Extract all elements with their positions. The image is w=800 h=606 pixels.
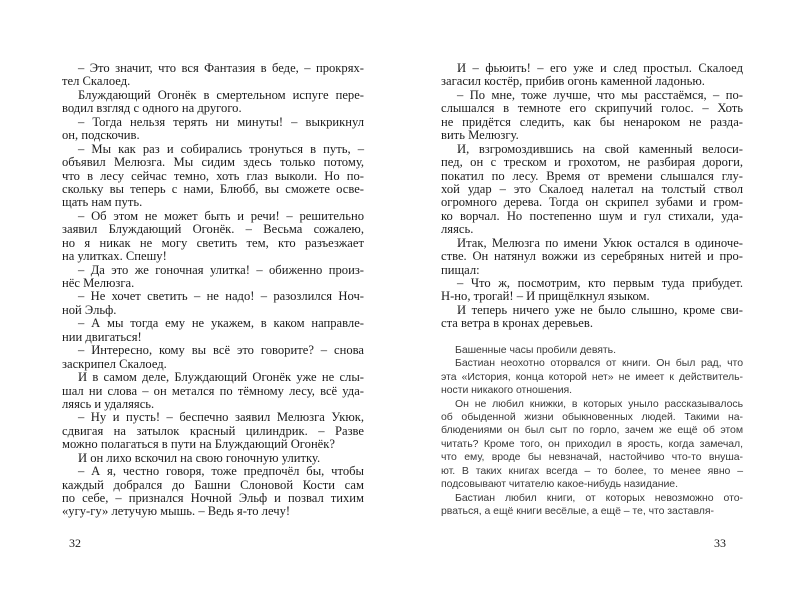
text-line: И теперь ничего уже не было слышно, кроме сви-: [457, 302, 743, 317]
page-text: [62, 62, 364, 519]
text-line: И, взгромоздившись на свой каменный велоси-: [457, 141, 743, 156]
text-line: И – фьюить! – его уже и след простыл. Скалоед: [457, 61, 743, 75]
text-line: – Тогда нельзя терять ни минуты! – выкрикнул: [78, 114, 364, 129]
text-line: слышался в темноте его скрипучий голос. – Хоть: [441, 101, 743, 116]
text-line: огромного дерева. Тогда он скрипел зубами и гром-: [441, 195, 743, 210]
text-line: подсовывают читателю какое-нибудь назидание.: [441, 478, 678, 491]
text-line: ляясь.: [441, 222, 474, 237]
text-line: заскрипел Скалоед.: [62, 356, 167, 371]
text-line: на улитках. Спешу!: [62, 249, 167, 264]
text-line: шал ни слова – он метался по тёмному лесу, всё уда-: [62, 383, 364, 398]
text-line: ности никакого отношения.: [441, 384, 573, 397]
text-line: хой удар – это Скалоед налетал на толстый ствол: [441, 181, 743, 196]
text-line: сдвигая на затылок красный цилиндрик. – Разве: [62, 423, 364, 438]
text-line: эта «История, конца которой нет» не имеет к действитель-: [441, 370, 743, 383]
text-line: покатил по лесу. Время от времени слышался глу-: [441, 168, 743, 183]
text-line: Блуждающий Огонёк в смертельном испуге пере-: [78, 87, 364, 102]
text-line: ляясь и удаляясь.: [62, 396, 155, 411]
text-line: нёс Мелюзга.: [62, 276, 135, 290]
text-section-serif: [441, 62, 743, 331]
text-line: – Не хочет светить – не надо! – разозлился Ноч-: [78, 289, 364, 304]
text-line: блюдениями он был сыт по горло, зачем же ещё об этом: [441, 424, 743, 437]
text-line: об обыденной жизни обыкновенных людей. Такими на-: [441, 410, 743, 423]
text-line: по себе, – признался Ночной Эльф и позвал тихим: [62, 491, 364, 505]
text-line: пед, он с треском и грохотом, не разбирая дороги,: [441, 155, 743, 170]
text-line: – А мы тогда ему не укажем, в каком направле-: [78, 316, 364, 331]
text-line: ко ворчал. Но постепенно шум и гул стихали, уда-: [441, 208, 743, 223]
text-line: «угу-гу» летучую мышь. – Ведь я-то лечу!: [62, 504, 291, 519]
text-line: заявил Блуждающий Огонёк. – Весьма сожалею,: [62, 222, 364, 237]
text-line: вить Мелюзгу.: [441, 128, 519, 143]
page-text: [441, 62, 743, 518]
text-line: читать? Кроме того, он приходил в ярость, когда замечал,: [441, 437, 743, 450]
page-number-right: 33: [714, 536, 726, 550]
text-line: стве. Он натянул вожжи из серебряных нитей и про-: [441, 249, 743, 264]
text-line: – Мы как раз и собирались тронуться в путь, –: [78, 141, 364, 156]
text-section-sans: [441, 344, 743, 519]
text-line: И в самом деле, Блуждающий Огонёк уже не слы-: [78, 370, 364, 385]
text-line: щать нам путь.: [62, 195, 143, 210]
text-line: – Интересно, кому вы всё это говорите? – снова: [78, 343, 364, 358]
text-line: Бастиан любил книги, от которых невозможно ото-: [455, 491, 743, 504]
text-line: – Это значит, что вся Фантазия в беде, – прокрях-: [78, 61, 364, 75]
text-line: тел Скалоед.: [62, 74, 131, 89]
text-line: И он лихо вскочил на свою гоночную улитку.: [78, 450, 321, 465]
text-line: ют. В таких книгах всегда – то более, то менее явно –: [441, 464, 743, 477]
page-number-left: 32: [69, 536, 81, 550]
text-line: Итак, Мелюзга по имени Укюк остался в одиноче-: [457, 235, 743, 250]
text-line: загасил костёр, прибив огонь каменной ладонью.: [441, 74, 705, 89]
text-line: – Да это же гоночная улитка! – обиженно произ-: [78, 262, 364, 277]
text-line: – По мне, тоже лучше, что мы расстаёмся, – по-: [457, 87, 743, 102]
text-line: но я никак не могу светить тем, кто разъезжает: [62, 235, 364, 250]
text-line: водил взгляд с одного на другого.: [62, 101, 242, 116]
text-line: он, подскочив.: [62, 128, 140, 143]
text-line: можно полагаться в пути на Блуждающий Огонёк?: [62, 437, 335, 452]
text-line: что ему, вроде бы невзначай, настойчиво что-то внуша-: [441, 451, 743, 464]
text-line: нии двигаться!: [62, 329, 142, 344]
text-section-serif: [62, 62, 364, 519]
text-line: Бастиан неохотно оторвался от книги. Он был рад, что: [455, 357, 743, 370]
page-left: [62, 62, 364, 519]
text-line: каждый добрался до Башни Слоновой Кости сам: [62, 477, 364, 492]
text-line: пищал:: [441, 262, 480, 277]
text-line: Н-но, трогай! – И прищёлкнул языком.: [441, 289, 650, 304]
text-line: Башенные часы пробили девять.: [455, 343, 616, 356]
page-right: [441, 62, 743, 518]
text-line: что в лесу сейчас темно, хоть глаз выколи. Но по-: [62, 168, 364, 183]
text-line: объявил Мелюзга. Мы сидим здесь только потому,: [62, 155, 364, 170]
text-line: Он не любил книжки, в которых уныло рассказывалось: [455, 397, 743, 410]
text-line: – А я, честно говоря, тоже предпочёл бы, чтобы: [78, 464, 364, 479]
text-line: рваться, а ещё книги весёлые, а ещё – те, что заставля-: [441, 505, 714, 517]
text-line: ста ветра в кронах деревьев.: [441, 316, 593, 331]
text-line: ной Эльф.: [62, 302, 117, 317]
text-line: – Что ж, посмотрим, кто первым туда прибудет.: [457, 276, 743, 290]
text-line: не придётся следить, как бы ненароком не разда-: [441, 114, 743, 129]
text-line: – Ну и пусть! – беспечно заявил Мелюзга Укюк,: [78, 410, 364, 425]
text-line: – Об этом не может быть и речи! – решительно: [78, 208, 364, 223]
text-line: скольку вы теперь с нами, Блюбб, вы сможете осве-: [62, 181, 364, 196]
